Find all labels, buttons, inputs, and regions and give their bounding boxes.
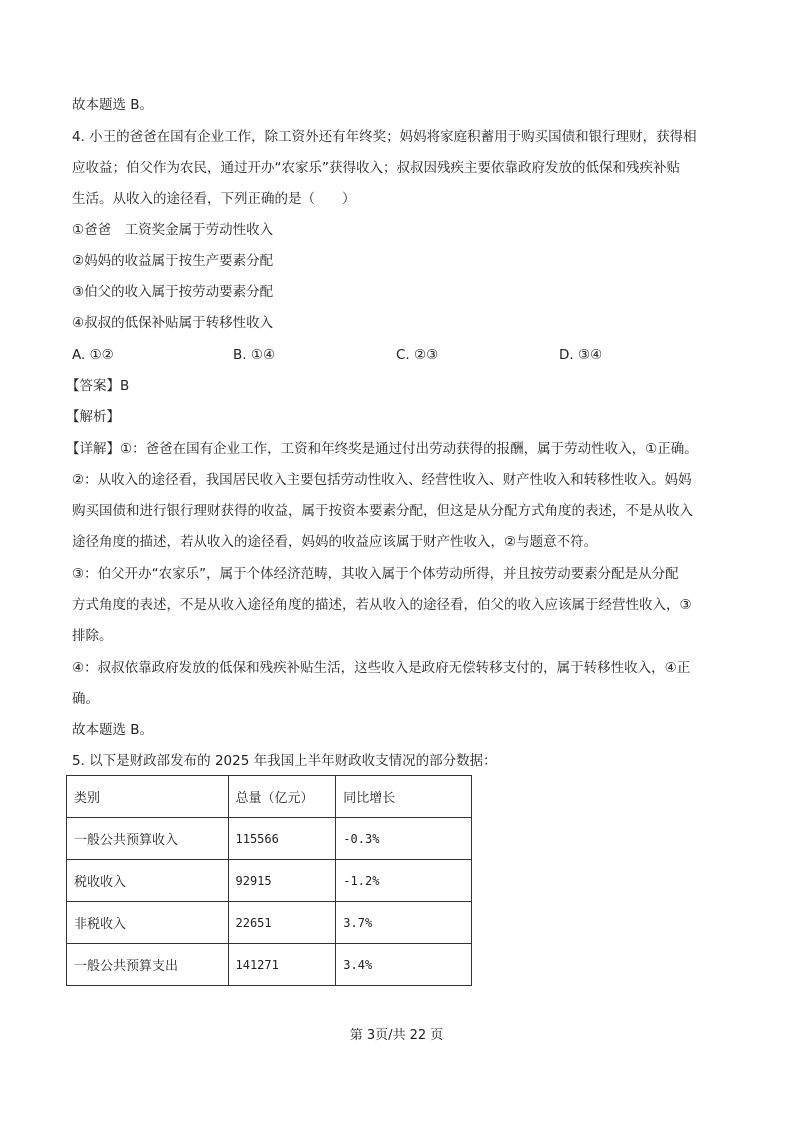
table-header-cell: 类别 <box>67 776 229 818</box>
table-cell-growth: -1.2% <box>336 860 472 902</box>
table-cell-total: 22651 <box>228 902 336 944</box>
table-header-cell: 总量（亿元） <box>228 776 336 818</box>
detail-line-1: 【详解】①：爸爸在国有企业工作，工资和年终奖是通过付出劳动获得的报酬，属于劳动性收入，①正确。 <box>66 441 698 457</box>
table-cell-total: 141271 <box>228 944 336 986</box>
question-4-stem-line-3: 生活。从收入的途径看，下列正确的是（ ） <box>72 191 356 207</box>
fiscal-data-table <box>66 775 472 986</box>
table-row <box>67 860 472 902</box>
table-header-row <box>67 776 472 818</box>
conclusion-line: 故本题选 B。 <box>72 97 154 113</box>
table-cell-growth: 3.4% <box>336 944 472 986</box>
page-footer: 第 3页/共 22 页 <box>349 1028 444 1043</box>
table-header-cell: 同比增长 <box>336 776 472 818</box>
table-cell-category: 税收收入 <box>67 860 229 902</box>
statement-1: ①爸爸 工资奖金属于劳动性收入 <box>72 222 274 238</box>
table-cell-total: 115566 <box>228 818 336 860</box>
table-row <box>67 944 472 986</box>
statement-4: ④叔叔的低保补贴属于转移性收入 <box>72 315 274 331</box>
detail-line-5: ③：伯父开办“农家乐”，属于个体经济范畴，其收入属于个体劳动所得，并且按劳动要素分配是从分配 <box>72 566 679 582</box>
detail-line-4: 途径角度的描述，若从收入的途径看，妈妈的收益应该属于财产性收入，②与题意不符。 <box>72 534 598 550</box>
statement-3: ③伯父的收入属于按劳动要素分配 <box>72 284 274 300</box>
question-4-stem-line-1: 4. 小王的爸爸在国有企业工作，除工资外还有年终奖；妈妈将家庭积蓄用于购买国债和银行理财，获得相 <box>72 129 697 145</box>
option-d: D. ③④ <box>559 347 603 363</box>
detail-line-3: 购买国债和进行银行理财获得的收益，属于按资本要素分配，但这是从分配方式角度的表述，不是从收入 <box>72 503 693 519</box>
option-a: A. ①② <box>72 347 114 363</box>
table-cell-growth: -0.3% <box>336 818 472 860</box>
detail-line-7: 排除。 <box>72 628 113 644</box>
option-b: B. ①④ <box>233 347 276 363</box>
question-4-stem-line-2: 应收益；伯父作为农民，通过开办“农家乐”获得收入；叔叔因残疾主要依靠政府发放的低保和残疾补贴 <box>72 160 680 176</box>
answer-label: 【答案】B <box>66 378 130 394</box>
table-cell-category: 一般公共预算收入 <box>67 818 229 860</box>
table-row <box>67 818 472 860</box>
detail-line-9: 确。 <box>72 691 99 707</box>
table-row <box>67 902 472 944</box>
table-cell-total: 92915 <box>228 860 336 902</box>
statement-2: ②妈妈的收益属于按生产要素分配 <box>72 253 274 269</box>
detail-line-2: ②：从收入的途径看，我国居民收入主要包括劳动性收入、经营性收入、财产性收入和转移性收入。妈妈 <box>72 472 692 488</box>
conclusion-line-2: 故本题选 B。 <box>72 722 154 738</box>
analysis-label: 【解析】 <box>66 409 120 425</box>
option-c: C. ②③ <box>396 347 439 363</box>
detail-line-8: ④：叔叔依靠政府发放的低保和残疾补贴生活，这些收入是政府无偿转移支付的，属于转移性收入，④正 <box>72 660 691 676</box>
table-cell-growth: 3.7% <box>336 902 472 944</box>
table-cell-category: 非税收入 <box>67 902 229 944</box>
detail-line-6: 方式角度的表述，不是从收入途径角度的描述，若从收入的途径看，伯父的收入应该属于经营性收入，③ <box>72 597 692 613</box>
table-cell-category: 一般公共预算支出 <box>67 944 229 986</box>
question-5-stem: 5. 以下是财政部发布的 2025 年我国上半年财政收支情况的部分数据： <box>72 753 497 769</box>
